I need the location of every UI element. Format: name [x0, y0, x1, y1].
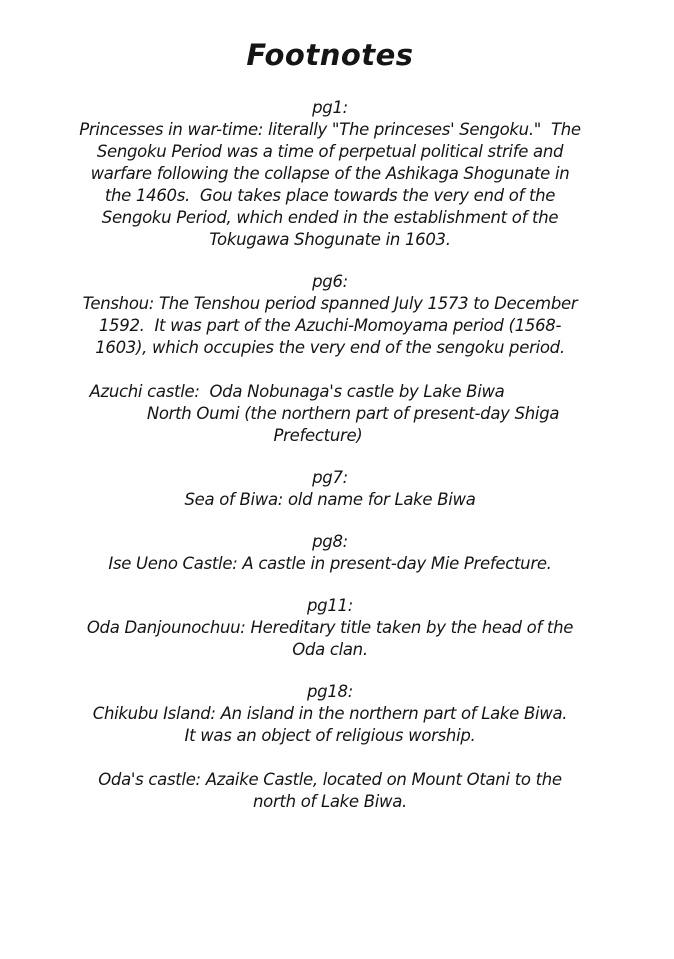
footnote-line: Tokugawa Shogunate in 1603.	[209, 230, 451, 249]
footnote-pg1	[56, 97, 604, 251]
footnote-paragraph	[56, 489, 604, 511]
footnote-line: Sengoku Period was a time of perpetual political strife and	[96, 142, 564, 161]
footnote-line: Oda's castle: Azaike Castle, located on Mount Otani to the	[98, 770, 562, 789]
footnote-label: pg8:	[312, 532, 348, 551]
footnote-line: Ise Ueno Castle: A castle in present-day Mie Prefecture.	[108, 554, 552, 573]
footnote-line: Prefecture)	[273, 426, 363, 445]
footnote-line: Sengoku Period, which ended in the establishment of the	[101, 208, 559, 227]
page-title: Footnotes	[246, 38, 414, 72]
footnote-line: Chikubu Island: An island in the northern part of Lake Biwa.	[92, 704, 568, 723]
footnote-paragraph	[56, 381, 604, 447]
footnote-paragraph	[56, 769, 604, 813]
footnote-line: It was an object of religious worship.	[184, 726, 476, 745]
footnote-line: North Oumi (the northern part of present-day Shiga	[146, 404, 560, 423]
footnote-label: pg7:	[312, 468, 348, 487]
footnote-pg8	[56, 531, 604, 575]
footnote-line: Oda Danjounochuu: Hereditary title taken by the head of the	[86, 618, 574, 637]
footnote-line: north of Lake Biwa.	[253, 792, 407, 811]
footnote-line: 1592. It was part of the Azuchi-Momoyama period (1568-	[98, 316, 562, 335]
footnote-line: Oda clan.	[292, 640, 368, 659]
footnote-pg18	[56, 681, 604, 813]
footnote-line: 1603), which occupies the very end of the sengoku period.	[95, 338, 565, 357]
footnote-line: Princesses in war-time: literally "The princeses' Sengoku." The	[79, 120, 581, 139]
footnote-label: pg6:	[312, 272, 348, 291]
footnote-paragraph	[56, 119, 604, 251]
footnote-pg6	[56, 271, 604, 447]
footnote-line: the 1460s. Gou takes place towards the very end of the	[104, 186, 556, 205]
footnote-line: Azuchi castle: Oda Nobunaga's castle by Lake Biwa	[89, 382, 505, 401]
footnote-line: warfare following the collapse of the Ashikaga Shogunate in	[90, 164, 570, 183]
footnote-paragraph	[56, 553, 604, 575]
footnote-line: Sea of Biwa: old name for Lake Biwa	[184, 490, 476, 509]
footnote-paragraph	[56, 617, 604, 661]
footnote-line: Tenshou: The Tenshou period spanned July 1573 to December	[82, 294, 578, 313]
footnote-paragraph	[56, 703, 604, 747]
footnote-pg11	[56, 595, 604, 661]
footnote-label: pg1:	[312, 98, 348, 117]
footnote-label: pg18:	[306, 682, 353, 701]
footnote-pg7	[56, 467, 604, 511]
footnote-paragraph	[56, 293, 604, 359]
footnote-label: pg11:	[306, 596, 353, 615]
